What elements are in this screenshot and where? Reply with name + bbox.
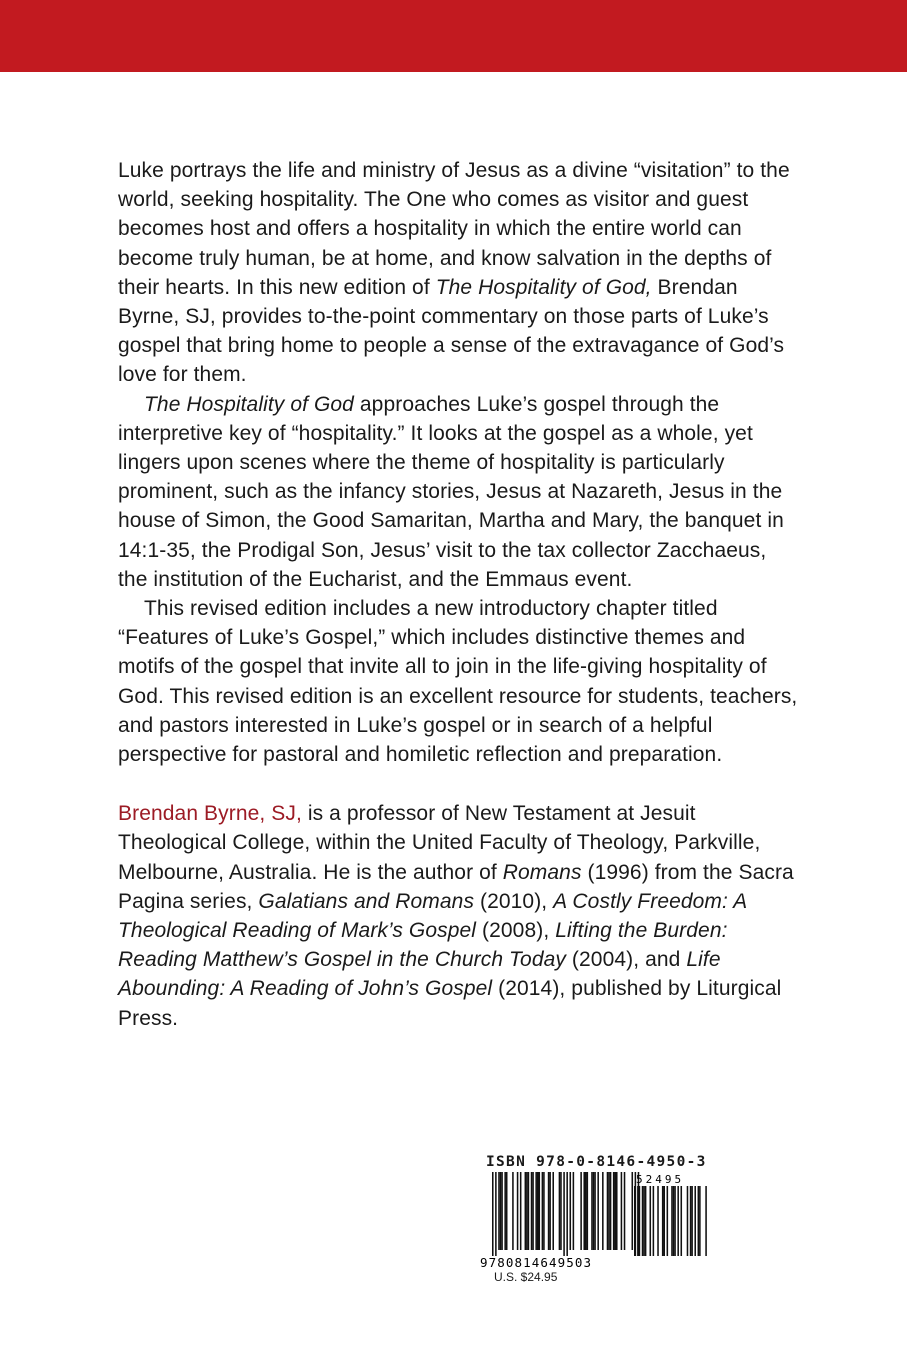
blurb-paragraph-3: This revised edition includes a new introductory chapter titled “Features of Luke’s Gospel,” which includes distinctive themes and motifs of the gospel that invite all to join in the life-giving hospitality of God. This revised edition is an excellent resource for students, teachers, and pastors interested in Luke’s gospel or in search of a helpful perspective for pastoral and homiletic reflection and preparation. (118, 597, 798, 767)
addon-bar (639, 1186, 641, 1256)
barcode-bar (506, 1172, 508, 1250)
addon-bar (677, 1186, 679, 1256)
barcode-bar (548, 1172, 550, 1250)
addon-bar (667, 1186, 669, 1256)
barcode-bar (542, 1172, 544, 1250)
barcode-bar (539, 1172, 541, 1250)
addon-bar (653, 1186, 655, 1256)
author-bio-text: is a professor of New Testament at Jesuit Theological College, within the United Faculty of Theology, Parkville, Melbourne, Australia. He is the author of Romans (1996) from the Sacra Pagina series, Galatians and Romans (2010), A Costly Freedom: A Theological Reading of Mark’s Gospel (2008), Lifting the Burden: Reading Matthew’s Gospel in the Church Today (2004), and Life Abounding: A Reading of John’s Gospel (2014), published by Liturgical Press. (118, 802, 794, 1030)
barcode-bar (614, 1172, 616, 1250)
isbn-barcode-block (470, 1154, 730, 1289)
barcode-bar (616, 1172, 618, 1250)
barcode-bar (585, 1172, 587, 1250)
barcode-bar (500, 1172, 502, 1250)
barcode-bar (594, 1172, 596, 1250)
addon-bar (674, 1186, 676, 1256)
barcode-bar (632, 1172, 634, 1250)
barcode-bar (559, 1172, 561, 1250)
addon-bar (663, 1186, 665, 1256)
blurb-paragraph-2: The Hospitality of God approaches Luke’s gospel through the interpretive key of “hospitality.” It looks at the gospel as a whole, yet lingers upon scenes where the theme of hospitality is particularly prominent, such as the infancy stories, Jesus at Nazareth, Jesus in the house of Simon, the Good Samaritan, Martha and Mary, the banquet in 14:1-35, the Prodigal Son, Jesus’ visit to the tax collector Zacchaeus, the institution of the Eucharist, and the Emmaus event. (118, 392, 784, 591)
barcode-bar (587, 1172, 589, 1250)
addon-bar (642, 1186, 644, 1256)
barcode-bar (504, 1172, 506, 1250)
barcode-bar (597, 1172, 599, 1250)
barcode-bar (621, 1172, 623, 1250)
barcode-bar (501, 1172, 503, 1250)
addon-bar (681, 1186, 683, 1256)
addon-bar (691, 1186, 693, 1256)
addon-bar (699, 1186, 701, 1256)
addon-bar (687, 1186, 689, 1256)
barcode-bar (526, 1172, 528, 1250)
price: U.S. $24.95 (494, 1270, 558, 1284)
barcode-bar (613, 1172, 615, 1250)
barcode-bar (624, 1172, 626, 1250)
barcode-bar (528, 1172, 530, 1250)
barcode-bar (573, 1172, 575, 1250)
barcode-bar (537, 1172, 539, 1250)
addon-bar (637, 1186, 639, 1256)
top-red-band (0, 0, 907, 72)
addon-bar (694, 1186, 696, 1256)
barcode-bar (583, 1172, 585, 1250)
addon-bar (671, 1186, 673, 1256)
ean-digits: 9780814649503 (480, 1255, 593, 1270)
barcode-bar (591, 1172, 593, 1250)
barcode-bar (580, 1172, 582, 1250)
author-bio (118, 799, 798, 1033)
back-cover-copy (118, 156, 798, 1033)
barcode-bar (535, 1172, 537, 1250)
barcode-bar (602, 1172, 604, 1250)
barcode (470, 1172, 730, 1270)
barcode-bar (560, 1172, 562, 1250)
isbn-number: ISBN 978-0-8146-4950-3 (486, 1154, 707, 1170)
barcode-bar (532, 1172, 534, 1250)
barcode-bar (607, 1172, 609, 1250)
barcode-bar (552, 1172, 554, 1250)
barcode-bar (608, 1172, 610, 1250)
addon-bar (650, 1186, 652, 1256)
barcode-guard-bar (563, 1172, 565, 1256)
addon-bar (698, 1186, 700, 1256)
barcode-guard-bar (492, 1172, 494, 1256)
barcode-bar (512, 1172, 514, 1250)
author-name: Brendan Byrne, SJ, (118, 802, 302, 826)
barcode-bar (525, 1172, 527, 1250)
blurb-paragraph-1: Luke portrays the life and ministry of Jesus as a divine “visitation” to the world, seeking hospitality. The One who comes as visitor and guest becomes host and offers a hospitality in which the entire world can become truly human, be at home, and know salvation in the depths of their hearts. In this new edition of The Hospitality of God, Brendan Byrne, SJ, provides to-the-point commentary on those parts of Luke’s gospel that bring home to people a sense of the extravagance of God’s love for them. (118, 159, 790, 387)
barcode-bar (531, 1172, 533, 1250)
ean13-bars (492, 1172, 639, 1256)
addon-bar (690, 1186, 692, 1256)
addon-bar (673, 1186, 675, 1256)
barcode-bar (593, 1172, 595, 1250)
barcode-bar (549, 1172, 551, 1250)
barcode-bar (520, 1172, 522, 1250)
barcode-bar (570, 1172, 572, 1250)
barcode-bar (517, 1172, 519, 1250)
addon-bars (634, 1186, 707, 1256)
addon-bar (645, 1186, 647, 1256)
addon-bar (657, 1186, 659, 1256)
barcode-bar (610, 1172, 612, 1250)
addon-bar (643, 1186, 645, 1256)
barcode-bar (543, 1172, 545, 1250)
barcode-guard-bar (566, 1172, 568, 1256)
barcode-guard-bar (495, 1172, 497, 1256)
addon-bar (634, 1186, 636, 1256)
addon-bar (705, 1186, 707, 1256)
barcode-bar (498, 1172, 500, 1250)
addon-digits: 52495 (636, 1173, 685, 1186)
addon-bar (662, 1186, 664, 1256)
